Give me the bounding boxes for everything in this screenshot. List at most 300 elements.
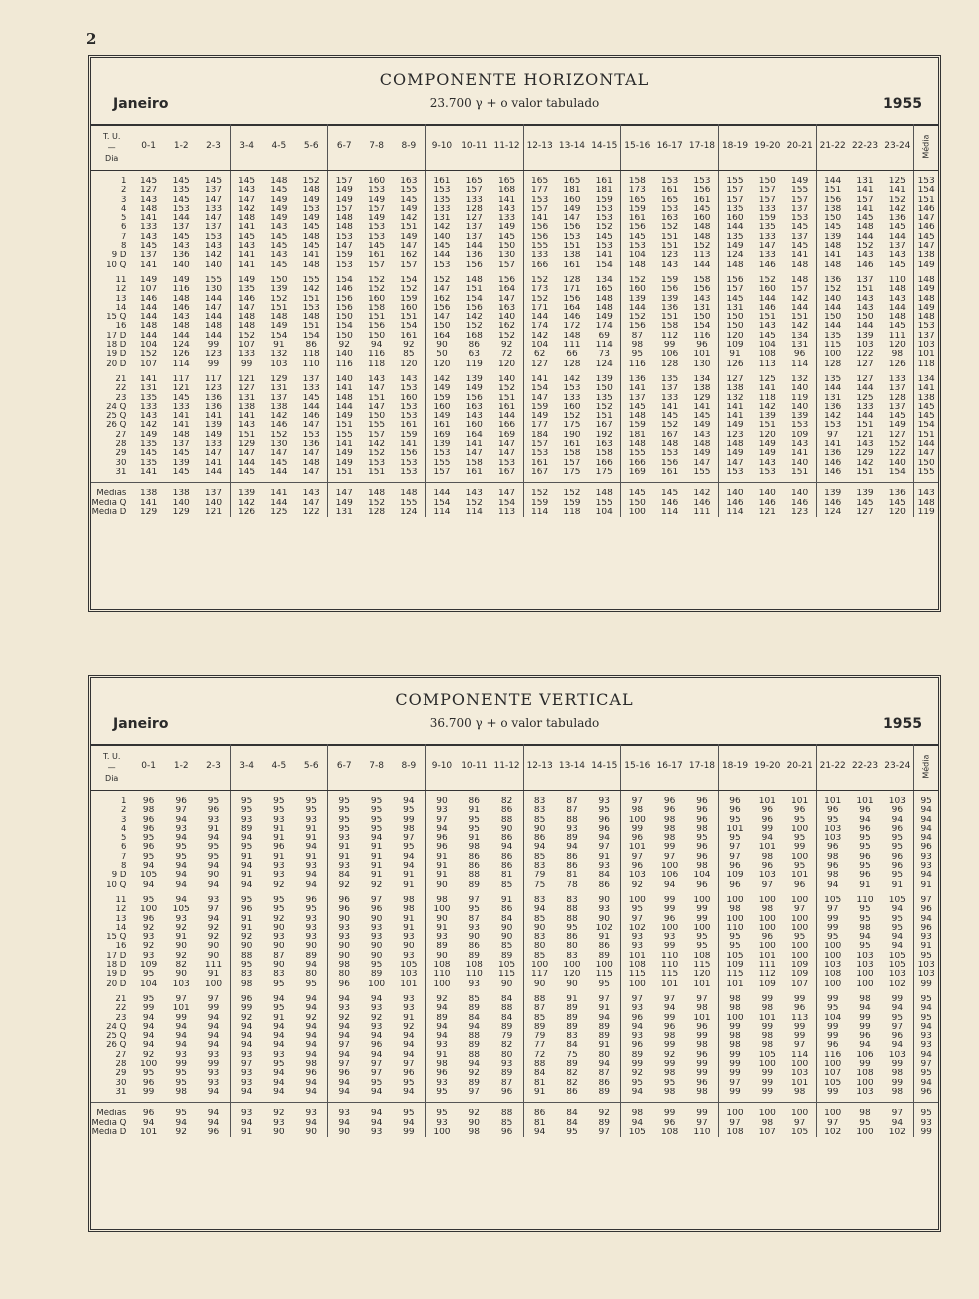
value-cell: 91 <box>273 1013 285 1023</box>
value-cell: 144 <box>824 177 842 186</box>
value-cell: 94 <box>491 843 524 852</box>
day-label: Médias <box>96 1109 127 1119</box>
value-cell: 103 <box>888 970 906 980</box>
hour-header: 15-16 <box>621 124 654 171</box>
value-cell: 100 <box>661 862 679 872</box>
value-cell: 98 <box>686 862 719 871</box>
value-cell: 145 <box>140 449 158 459</box>
value-cell: 152 <box>758 275 776 285</box>
value-cell: 92 <box>197 924 230 933</box>
value-cell: 123 <box>661 251 679 261</box>
value-cell: 153 <box>531 449 549 459</box>
value-cell: 136 <box>661 303 679 313</box>
value-cell: 153 <box>367 223 386 233</box>
value-cell: 94 <box>197 1119 230 1128</box>
value-cell: 91 <box>393 915 426 924</box>
value-cell: 144 <box>888 232 906 242</box>
value-cell: 108 <box>661 1127 679 1137</box>
value-cell: 153 <box>393 468 426 477</box>
value-cell: 93 <box>588 797 621 806</box>
value-cell: 95 <box>859 843 871 853</box>
value-cell: 83 <box>533 895 546 905</box>
value-cell: 91 <box>175 933 187 943</box>
daily-mean-cell: 94 <box>914 1004 938 1013</box>
value-cell: 112 <box>758 970 776 980</box>
hour-header: 22-23 <box>849 744 882 791</box>
value-cell: 154 <box>335 275 353 285</box>
value-cell: 141 <box>661 402 679 412</box>
daily-mean-cell: 94 <box>914 1079 938 1088</box>
value-cell: 135 <box>140 458 158 468</box>
day-row <box>91 375 938 384</box>
value-cell: 83 <box>240 970 253 980</box>
day-label: 22 <box>115 1004 127 1014</box>
daily-mean-cell: 97 <box>914 896 938 905</box>
daily-mean-cell: 151 <box>914 431 938 440</box>
value-cell: 100 <box>856 979 874 989</box>
value-cell: 145 <box>140 242 158 252</box>
value-cell: 94 <box>240 880 253 890</box>
value-cell: 86 <box>295 341 328 350</box>
value-cell: 97 <box>468 895 480 905</box>
day-row <box>91 412 938 421</box>
value-cell: 141 <box>856 186 874 196</box>
value-cell: 93 <box>436 1078 448 1088</box>
value-cell: 167 <box>661 430 679 440</box>
value-cell: 94 <box>663 1004 676 1014</box>
value-cell: 144 <box>824 303 842 313</box>
value-cell: 133 <box>172 402 190 412</box>
value-cell: 86 <box>491 834 524 843</box>
value-cell: 99 <box>826 994 839 1004</box>
value-cell: 92 <box>436 994 448 1004</box>
value-cell: 142 <box>295 285 328 294</box>
value-cell: 103 <box>888 1050 906 1060</box>
day-row <box>91 1060 938 1069</box>
value-cell: 147 <box>491 295 524 304</box>
daily-mean-cell: 145 <box>914 233 938 242</box>
value-cell: 108 <box>758 350 776 360</box>
tu-label-line: — <box>107 762 116 772</box>
value-cell: 148 <box>237 313 256 323</box>
value-cell: 93 <box>338 933 350 943</box>
value-cell: 160 <box>465 421 483 431</box>
value-cell: 79 <box>533 871 546 881</box>
day-label: 17 D <box>106 951 127 961</box>
value-cell: 94 <box>175 1032 187 1042</box>
value-cell: 144 <box>531 313 549 323</box>
day-row <box>91 394 938 403</box>
value-cell: 120 <box>888 341 906 351</box>
value-cell: 88 <box>491 1004 524 1013</box>
value-cell: 131 <box>270 384 288 394</box>
day-row <box>91 1079 938 1088</box>
value-cell: 140 <box>758 489 776 499</box>
value-cell: 99 <box>891 1078 904 1088</box>
value-cell: 98 <box>663 824 676 834</box>
value-cell: 95 <box>729 834 741 844</box>
value-cell: 96 <box>663 914 676 924</box>
value-cell: 95 <box>784 862 817 871</box>
value-cell: 95 <box>663 1078 676 1088</box>
value-cell: 92 <box>175 923 187 933</box>
value-cell: 101 <box>393 980 426 989</box>
value-cell: 90 <box>338 914 350 924</box>
value-cell: 90 <box>197 952 230 961</box>
hour-header: 23-24 <box>881 744 914 791</box>
value-cell: 94 <box>240 1032 253 1042</box>
value-cell: 147 <box>491 489 524 498</box>
value-cell: 98 <box>663 1032 676 1042</box>
value-cell: 153 <box>393 403 426 412</box>
value-cell: 95 <box>393 1109 426 1118</box>
value-cell: 164 <box>465 430 483 440</box>
value-cell: 94 <box>436 1022 448 1032</box>
value-cell: 156 <box>465 260 483 270</box>
value-cell: 121 <box>197 508 230 517</box>
day-label: 16 <box>115 942 127 952</box>
value-cell: 97 <box>891 1109 904 1119</box>
value-cell: 145 <box>661 489 679 499</box>
value-cell: 95 <box>295 905 328 914</box>
value-cell: 141 <box>197 459 230 468</box>
value-cell: 120 <box>563 970 581 980</box>
value-cell: 148 <box>295 313 328 322</box>
value-cell: 96 <box>295 896 328 905</box>
daily-mean-cell: 155 <box>914 468 938 477</box>
value-cell: 145 <box>628 402 646 412</box>
value-cell: 88 <box>566 914 578 924</box>
value-cell: 96 <box>175 797 187 806</box>
value-cell: 91 <box>393 1014 426 1023</box>
value-cell: 98 <box>761 1041 774 1051</box>
value-cell: 91 <box>533 1087 546 1097</box>
value-cell: 141 <box>465 440 483 450</box>
value-cell: 89 <box>491 952 524 961</box>
value-cell: 94 <box>663 880 676 890</box>
value-cell: 161 <box>661 467 679 477</box>
value-cell: 94 <box>175 1022 187 1032</box>
value-cell: 148 <box>856 223 874 233</box>
value-cell: 96 <box>891 862 904 872</box>
value-cell: 107 <box>824 1069 842 1079</box>
value-cell: 142 <box>888 204 906 214</box>
value-cell: 153 <box>393 412 426 421</box>
value-cell: 98 <box>631 1109 644 1119</box>
value-cell: 161 <box>433 421 451 431</box>
value-cell: 136 <box>824 402 842 412</box>
value-cell: 145 <box>824 223 842 233</box>
value-cell: 120 <box>888 507 906 517</box>
day-row <box>91 360 938 369</box>
value-cell: 151 <box>563 242 581 252</box>
value-cell: 109 <box>140 961 158 971</box>
value-cell: 96 <box>729 797 741 806</box>
value-cell: 160 <box>433 402 451 412</box>
value-cell: 150 <box>824 214 842 224</box>
value-cell: 93 <box>631 1032 644 1042</box>
value-cell: 100 <box>784 825 817 834</box>
value-cell: 156 <box>465 303 483 313</box>
value-cell: 144 <box>686 261 719 270</box>
tu-label-line: T. U. <box>102 751 121 761</box>
value-cell: 112 <box>661 331 679 341</box>
day-row <box>91 332 938 341</box>
value-cell: 94 <box>273 1069 285 1079</box>
panel-subtitle: 23.700 γ + o valor tabulado <box>429 96 600 110</box>
value-cell: 163 <box>465 402 483 412</box>
panel-header <box>91 678 938 746</box>
value-cell: 99 <box>142 1004 155 1014</box>
media-header <box>914 124 938 171</box>
value-cell: 96 <box>240 905 253 915</box>
value-cell: 84 <box>491 1014 524 1023</box>
value-cell: 93 <box>370 1022 383 1032</box>
value-cell: 110 <box>295 360 328 369</box>
value-cell: 144 <box>335 402 353 412</box>
value-cell: 94 <box>370 834 383 844</box>
value-cell: 95 <box>370 797 383 806</box>
value-cell: 148 <box>888 313 906 323</box>
value-cell: 155 <box>628 449 646 459</box>
value-cell: 143 <box>140 412 158 422</box>
value-cell: 98 <box>891 1087 904 1097</box>
value-cell: 97 <box>370 1069 383 1079</box>
value-cell: 175 <box>588 468 621 477</box>
value-cell: 146 <box>140 294 158 304</box>
value-cell: 99 <box>761 994 774 1004</box>
value-cell: 127 <box>237 384 256 394</box>
value-cell: 96 <box>197 806 230 815</box>
value-cell: 166 <box>628 458 646 468</box>
value-cell: 108 <box>824 970 842 980</box>
value-cell: 102 <box>888 979 906 989</box>
value-cell: 96 <box>436 834 448 844</box>
value-cell: 100 <box>726 895 744 905</box>
value-cell: 106 <box>856 1050 874 1060</box>
value-cell: 155 <box>367 421 386 431</box>
value-cell: 147 <box>335 242 353 252</box>
value-cell: 95 <box>273 905 285 915</box>
value-cell: 139 <box>856 331 874 341</box>
value-cell: 99 <box>663 843 676 853</box>
value-cell: 153 <box>433 260 451 270</box>
value-cell: 90 <box>436 914 448 924</box>
value-cell: 109 <box>784 431 817 440</box>
value-cell: 152 <box>888 195 906 205</box>
value-cell: 95 <box>240 797 253 806</box>
value-cell: 145 <box>758 331 776 341</box>
value-cell: 151 <box>856 467 874 477</box>
value-cell: 166 <box>531 260 549 270</box>
tu-label-line: T. U. <box>102 131 121 141</box>
value-cell: 149 <box>335 498 353 508</box>
value-cell: 93 <box>370 1004 383 1014</box>
value-cell: 145 <box>295 242 328 251</box>
value-cell: 165 <box>531 177 549 186</box>
value-cell: 128 <box>563 359 581 369</box>
value-cell: 105 <box>824 895 842 905</box>
value-cell: 93 <box>631 942 644 952</box>
value-cell: 83 <box>533 797 546 806</box>
value-cell: 85 <box>393 350 426 359</box>
value-cell: 92 <box>273 880 285 890</box>
value-cell: 156 <box>531 232 549 242</box>
value-cell: 69 <box>588 332 621 341</box>
value-cell: 148 <box>197 322 230 331</box>
value-cell: 115 <box>661 970 679 980</box>
day-row <box>91 871 938 880</box>
value-cell: 147 <box>237 303 256 313</box>
value-cell: 62 <box>533 350 546 360</box>
value-cell: 143 <box>856 303 874 313</box>
value-cell: 90 <box>197 942 230 951</box>
value-cell: 144 <box>270 467 288 477</box>
hour-header: 2-3 <box>197 124 230 171</box>
daily-mean-cell: 93 <box>914 1041 938 1050</box>
value-cell: 94 <box>240 1041 253 1051</box>
value-cell: 72 <box>491 350 524 359</box>
daily-mean-cell: 147 <box>914 214 938 223</box>
value-cell: 149 <box>335 186 353 196</box>
value-cell: 96 <box>686 1051 719 1060</box>
value-cell: 91 <box>240 923 253 933</box>
day-label: 8 <box>120 242 127 252</box>
value-cell: 152 <box>393 285 426 294</box>
value-cell: 152 <box>531 489 549 499</box>
value-cell: 173 <box>531 285 549 295</box>
value-cell: 153 <box>367 458 386 468</box>
value-cell: 139 <box>465 374 483 384</box>
value-cell: 105 <box>888 951 906 961</box>
value-cell: 93 <box>273 1050 285 1060</box>
value-cell: 152 <box>270 294 288 304</box>
value-cell: 95 <box>142 834 155 844</box>
day-row <box>91 251 938 260</box>
value-cell: 150 <box>335 313 353 323</box>
mean-row <box>91 1128 938 1137</box>
day-label: 21 <box>115 374 127 384</box>
value-cell: 155 <box>784 186 817 195</box>
value-cell: 144 <box>270 498 288 508</box>
day-row <box>91 970 938 979</box>
value-cell: 96 <box>393 1069 426 1078</box>
value-cell: 93 <box>631 1004 644 1014</box>
value-cell: 97 <box>663 994 676 1004</box>
value-cell: 94 <box>273 1022 285 1032</box>
value-cell: 89 <box>468 880 480 890</box>
value-cell: 95 <box>859 862 871 872</box>
value-cell: 93 <box>295 924 328 933</box>
value-cell: 140 <box>491 313 524 322</box>
value-cell: 140 <box>335 350 353 360</box>
day-row <box>91 961 938 970</box>
value-cell: 190 <box>563 430 581 440</box>
value-cell: 135 <box>140 440 158 450</box>
value-cell: 105 <box>172 905 190 915</box>
value-cell: 94 <box>588 1014 621 1023</box>
value-cell: 91 <box>240 871 253 881</box>
daily-mean-cell: 148 <box>914 276 938 285</box>
value-cell: 96 <box>761 862 774 872</box>
value-cell: 89 <box>566 834 578 844</box>
value-cell: 94 <box>338 1050 350 1060</box>
value-cell: 145 <box>295 223 328 232</box>
value-cell: 98 <box>663 1069 676 1079</box>
value-cell: 142 <box>140 421 158 431</box>
value-cell: 146 <box>824 458 842 468</box>
value-cell: 151 <box>393 313 426 322</box>
value-cell: 115 <box>824 341 842 351</box>
value-cell: 107 <box>140 285 158 295</box>
value-cell: 94 <box>393 797 426 806</box>
value-cell: 147 <box>335 489 353 499</box>
value-cell: 145 <box>172 467 190 477</box>
value-cell: 91 <box>240 1127 253 1137</box>
value-cell: 147 <box>465 449 483 459</box>
value-cell: 96 <box>826 806 839 816</box>
value-cell: 86 <box>491 806 524 815</box>
value-cell: 108 <box>856 1069 874 1079</box>
hour-header: 9-10 <box>425 124 458 171</box>
value-cell: 96 <box>663 797 676 806</box>
day-label: 30 <box>115 458 127 468</box>
value-cell: 100 <box>784 952 817 961</box>
value-cell: 89 <box>468 1041 480 1051</box>
value-cell: 98 <box>729 1004 741 1014</box>
value-cell: 150 <box>726 313 744 323</box>
value-cell: 155 <box>588 499 621 508</box>
value-cell: 133 <box>433 204 451 214</box>
value-cell: 159 <box>628 204 646 214</box>
value-cell: 144 <box>824 384 842 394</box>
value-cell: 168 <box>491 186 524 195</box>
value-cell: 155 <box>295 276 328 285</box>
value-cell: 91 <box>436 852 448 862</box>
daily-mean-cell: 119 <box>914 508 938 517</box>
day-label: 22 <box>115 384 127 394</box>
day-label: Média D <box>91 1127 127 1137</box>
page-number: 2 <box>86 30 97 48</box>
value-cell: 125 <box>270 507 288 517</box>
value-cell: 144 <box>465 242 483 252</box>
value-cell: 92 <box>142 1050 155 1060</box>
value-cell: 141 <box>686 403 719 412</box>
value-cell: 97 <box>240 1060 253 1070</box>
value-cell: 99 <box>663 942 676 952</box>
day-label: 20 D <box>106 979 127 989</box>
hour-header: 13-14 <box>556 744 589 791</box>
value-cell: 155 <box>433 458 451 468</box>
value-cell: 96 <box>142 914 155 924</box>
value-cell: 121 <box>237 374 256 384</box>
value-cell: 96 <box>686 1079 719 1088</box>
value-cell: 155 <box>531 242 549 252</box>
value-cell: 93 <box>338 1109 350 1119</box>
value-cell: 115 <box>686 961 719 970</box>
hour-header: 13-14 <box>556 124 589 171</box>
value-cell: 95 <box>273 797 285 806</box>
value-cell: 101 <box>856 797 874 806</box>
value-cell: 99 <box>393 816 426 825</box>
value-cell: 148 <box>686 223 719 232</box>
value-cell: 148 <box>686 233 719 242</box>
value-cell: 148 <box>335 223 353 233</box>
value-cell: 148 <box>726 260 744 270</box>
value-cell: 90 <box>240 942 253 952</box>
value-cell: 184 <box>531 430 549 440</box>
value-cell: 91 <box>295 853 328 862</box>
